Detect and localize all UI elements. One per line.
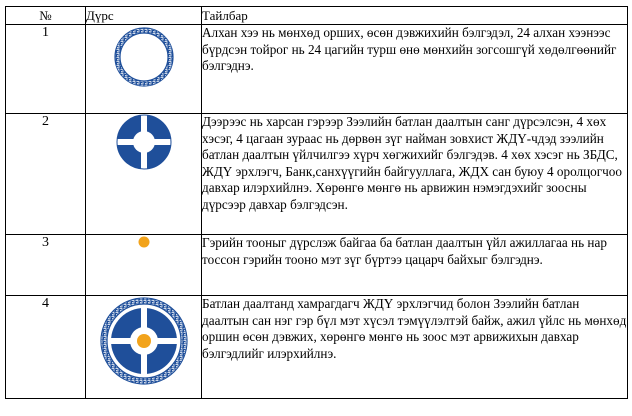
blue-ornamental-ring-icon [112,25,176,89]
symbol-cell [86,235,202,296]
header-description: Тайлбар [202,7,628,25]
row-description: Гэрийн тооныг дүрслэж байгаа ба батлан даалтын үйл ажиллагаа нь нар тоссон гэрийн тооно мэт зүг бүртээ цацарч байхыг бэлгэднэ. [202,235,628,296]
table-row [6,114,628,235]
row-description: Алхан хээ нь мөнхөд орших, өсөн дэвжихийн бэлгэдэл, 24 алхан хээнээс бүрдсэн тойрог нь 24 цагийн турш өнө мөнхийн зогсошгүй хөдөлгөөнийг бэлгэднэ. [202,25,628,114]
legend-table [5,6,628,399]
table-row [6,235,628,296]
row-description: Дээрээс нь харсан гэрээр Зээлийн батлан даалтын санг дүрсэлсэн, 4 хөх хэсэг, 4 цагаан зураас нь дөрвөн зүг найман зовхист ЖДҮ-чдэд зээлийн батлан даалтын үйлчилгээ хүрч хөгжихийг бэлгэдэв. 4 хөх хэсэг нь ЗБДС, ЖДҮ эрхлэгч, Банк,санхүүгийн байгууллага, ЖДХ сан буюу 4 оролцогчоо давхар илэрхийлнэ. Хөрөнгө мөнгө нь арвижин нэмэгдэхийг зоосны дүрсээр давхар бэлгэдсэн. [202,114,628,235]
header-symbol: Дүрс [86,7,202,25]
blue-cross-disc-icon [116,114,172,170]
symbol-cell [86,296,202,399]
row-number: 4 [6,296,86,399]
row-number: 1 [6,25,86,114]
orange-dot-icon [137,235,151,249]
row-number: 3 [6,235,86,296]
full-logo-icon [99,296,189,386]
symbol-cell [86,114,202,235]
header-row [6,7,628,25]
row-description: Батлан даалтанд хамрагдагч ЖДҮ эрхлэгчид болон Зээлийн батлан даалтын сан нэг гэр бүл мэт хүсэл тэмүүлэлтэй байж, ажил үйлс нь мөнхөд оршин өсөн дэвжих, хөрөнгө мөнгө нь зоос мэт арвижихын давхар бэлгэдлийг илэрхийлнэ. [202,296,628,399]
header-number: № [6,7,86,25]
symbol-cell [86,25,202,114]
table-row [6,296,628,399]
table-row [6,25,628,114]
row-number: 2 [6,114,86,235]
